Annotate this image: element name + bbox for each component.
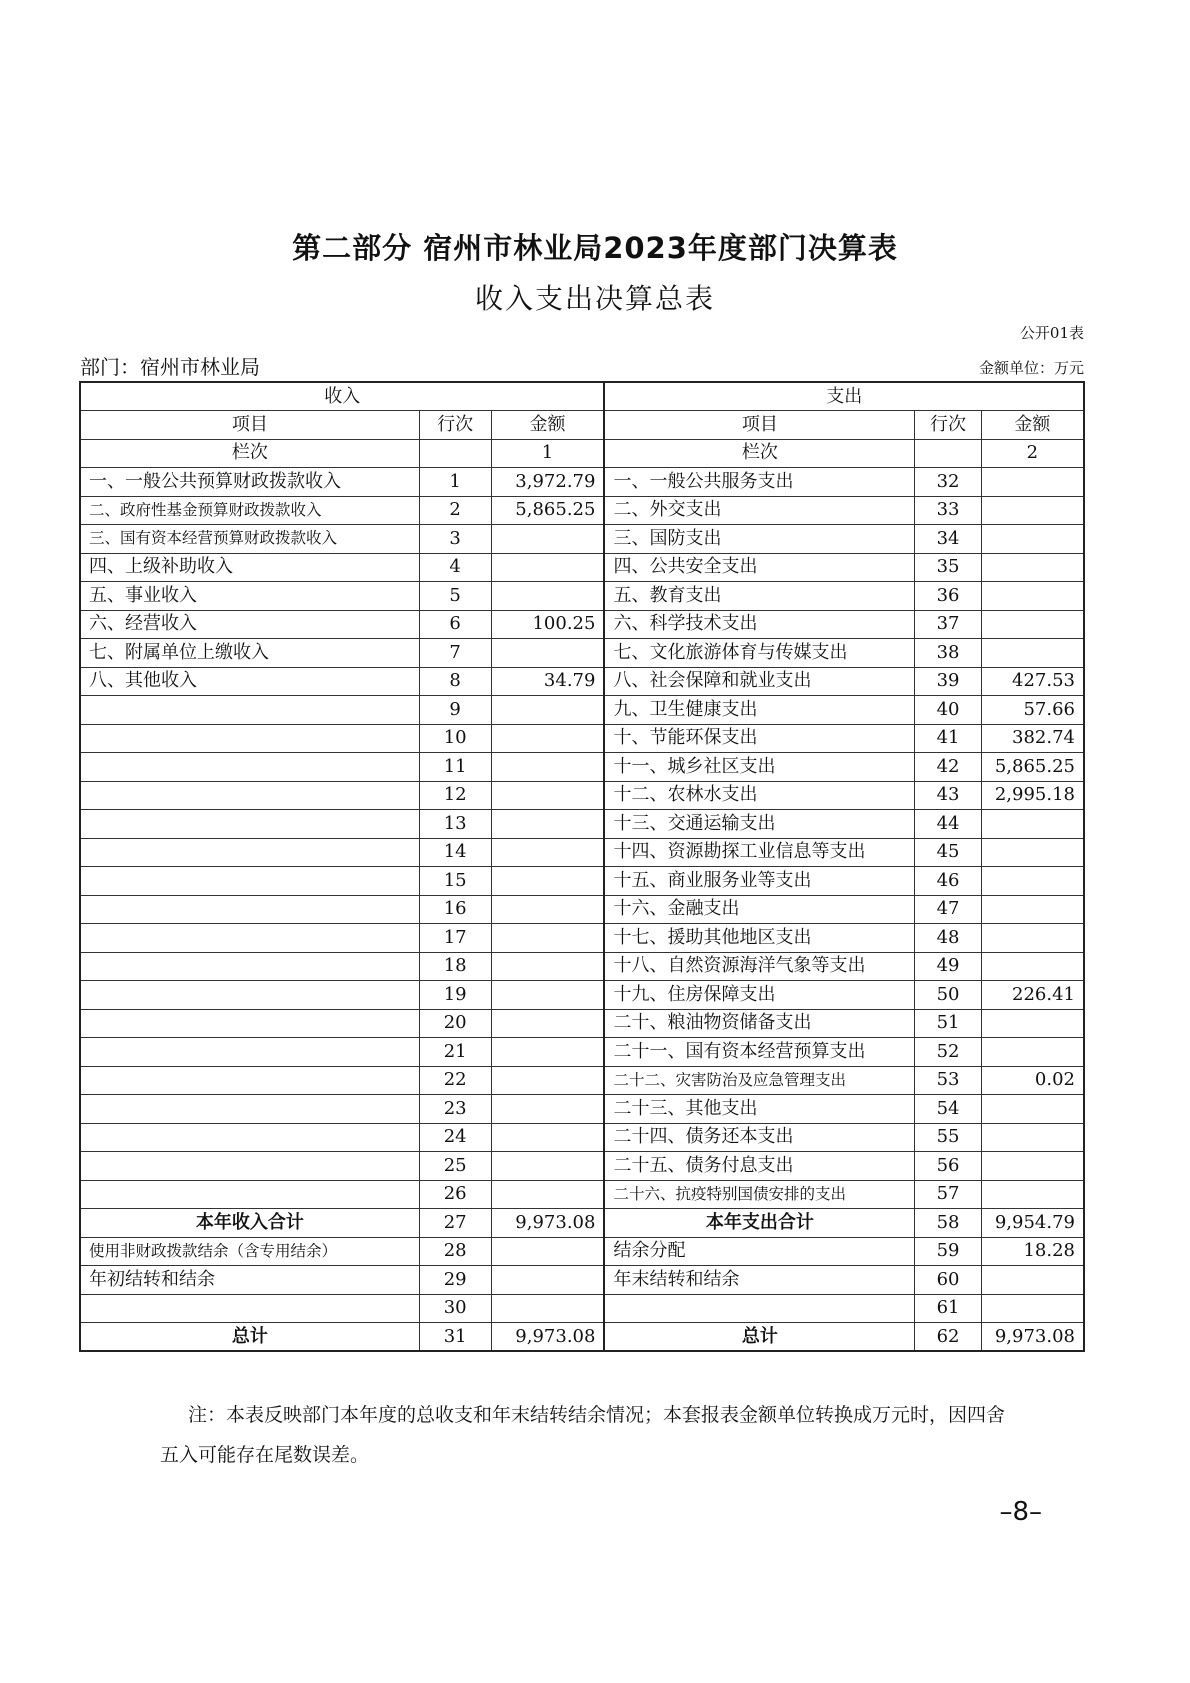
income-item-cell — [80, 924, 419, 953]
income-item-header: 项目 — [80, 411, 419, 440]
income-item-cell — [80, 696, 419, 725]
expense-amount-cell — [981, 895, 1084, 924]
expense-row-no-cell: 55 — [915, 1123, 981, 1152]
expense-row-no-cell: 34 — [915, 525, 981, 554]
expense-item-cell: 十四、资源勘探工业信息等支出 — [604, 838, 914, 867]
expense-amount-cell: 427.53 — [981, 667, 1084, 696]
expense-amount-cell — [981, 838, 1084, 867]
expense-amount-cell — [981, 1009, 1084, 1038]
expense-row-no-cell: 45 — [915, 838, 981, 867]
table-row — [80, 1066, 1084, 1095]
income-row-no-cell: 11 — [419, 753, 491, 782]
expense-row-no-cell: 51 — [915, 1009, 981, 1038]
expense-subtotal-amount: 9,954.79 — [981, 1209, 1084, 1238]
income-item-cell: 六、经营收入 — [80, 610, 419, 639]
income-col-blank — [419, 439, 491, 468]
column-header-row — [80, 411, 1084, 440]
income-amount-cell — [491, 981, 604, 1010]
expense-row-no-cell: 49 — [915, 952, 981, 981]
income-amount-cell — [491, 924, 604, 953]
expense-amount-cell — [981, 1038, 1084, 1067]
table-note-continued: 五入可能存在尾数误差。 — [160, 1444, 370, 1466]
expense-amount-cell — [981, 924, 1084, 953]
income-row-no-cell: 9 — [419, 696, 491, 725]
expense-row-no-cell: 50 — [915, 981, 981, 1010]
total-row — [80, 1323, 1084, 1352]
table-title: 收入支出决算总表 — [474, 282, 715, 315]
table-row — [80, 1123, 1084, 1152]
expense-item-cell: 二十二、灾害防治及应急管理支出 — [604, 1066, 914, 1095]
income-subtotal-amount: 9,973.08 — [491, 1209, 604, 1238]
income-item-cell — [80, 724, 419, 753]
table-note: 注：本表反映部门本年度的总收支和年末结转结余情况；本套报表金额单位转换成万元时，因四舍 — [188, 1404, 1006, 1426]
expense-amount-cell: 382.74 — [981, 724, 1084, 753]
expense-col-label: 栏次 — [604, 439, 914, 468]
expense-amount-cell — [981, 1123, 1084, 1152]
expense-total-no: 62 — [915, 1323, 981, 1352]
table-row — [80, 639, 1084, 668]
table-row — [80, 468, 1084, 497]
expense-row-no-cell: 54 — [915, 1095, 981, 1124]
expense-amount-cell: 57.66 — [981, 696, 1084, 725]
income-amount-cell — [491, 639, 604, 668]
income-item-cell — [80, 867, 419, 896]
expense-row-no-cell: 48 — [915, 924, 981, 953]
income-amount-cell — [491, 781, 604, 810]
income-section-header: 收入 — [80, 382, 604, 411]
income-item-cell — [80, 810, 419, 839]
income-item-cell: 三、国有资本经营预算财政拨款收入 — [80, 525, 419, 554]
income-item-cell — [80, 781, 419, 810]
expense-item-cell: 九、卫生健康支出 — [604, 696, 914, 725]
income-col-index: 1 — [491, 439, 604, 468]
expense-item-cell: 二、外交支出 — [604, 496, 914, 525]
expense-amount-cell — [981, 952, 1084, 981]
expense-item-cell: 六、科学技术支出 — [604, 610, 914, 639]
income-amount-cell — [491, 895, 604, 924]
expense-row-no-cell: 56 — [915, 1152, 981, 1181]
income-item-cell: 年初结转和结余 — [80, 1266, 419, 1295]
income-amount-cell — [491, 553, 604, 582]
expense-amount-cell — [981, 468, 1084, 497]
income-row-no-cell: 26 — [419, 1180, 491, 1209]
income-expense-table — [79, 381, 1085, 1352]
expense-item-cell: 年末结转和结余 — [604, 1266, 914, 1295]
income-amount-cell — [491, 1266, 604, 1295]
table-row — [80, 781, 1084, 810]
expense-col-blank — [915, 439, 981, 468]
expense-total-label: 总计 — [604, 1323, 914, 1352]
income-row-no-cell: 14 — [419, 838, 491, 867]
income-item-cell: 八、其他收入 — [80, 667, 419, 696]
table-row — [80, 525, 1084, 554]
expense-amount-cell: 5,865.25 — [981, 753, 1084, 782]
expense-amount-cell — [981, 639, 1084, 668]
table-row — [80, 1095, 1084, 1124]
expense-row-no-cell: 46 — [915, 867, 981, 896]
income-item-cell: 五、事业收入 — [80, 582, 419, 611]
expense-item-cell: 五、教育支出 — [604, 582, 914, 611]
table-row — [80, 895, 1084, 924]
expense-item-cell: 八、社会保障和就业支出 — [604, 667, 914, 696]
expense-row-no-cell: 44 — [915, 810, 981, 839]
income-item-cell — [80, 981, 419, 1010]
income-total-no: 31 — [419, 1323, 491, 1352]
income-item-cell — [80, 952, 419, 981]
table-row — [80, 496, 1084, 525]
expense-item-cell: 结余分配 — [604, 1237, 914, 1266]
income-item-cell — [80, 895, 419, 924]
income-row-no-cell: 17 — [419, 924, 491, 953]
table-row — [80, 867, 1084, 896]
table-row — [80, 981, 1084, 1010]
expense-row-no-cell: 36 — [915, 582, 981, 611]
expense-item-cell — [604, 1294, 914, 1323]
expense-row-no-header: 行次 — [915, 411, 981, 440]
expense-row-no-cell: 39 — [915, 667, 981, 696]
expense-row-no-cell: 60 — [915, 1266, 981, 1295]
income-item-cell: 四、上级补助收入 — [80, 553, 419, 582]
income-amount-cell: 5,865.25 — [491, 496, 604, 525]
income-row-no-cell: 16 — [419, 895, 491, 924]
table-row — [80, 1266, 1084, 1295]
income-row-no-cell: 5 — [419, 582, 491, 611]
expense-item-cell: 二十六、抗疫特别国债安排的支出 — [604, 1180, 914, 1209]
expense-item-cell: 二十四、债务还本支出 — [604, 1123, 914, 1152]
income-total-amount: 9,973.08 — [491, 1323, 604, 1352]
income-item-cell — [80, 1009, 419, 1038]
expense-total-amount: 9,973.08 — [981, 1323, 1084, 1352]
income-item-cell — [80, 1038, 419, 1067]
expense-amount-cell: 18.28 — [981, 1237, 1084, 1266]
expense-row-no-cell: 41 — [915, 724, 981, 753]
income-amount-header: 金额 — [491, 411, 604, 440]
expense-row-no-cell: 37 — [915, 610, 981, 639]
income-amount-cell: 34.79 — [491, 667, 604, 696]
expense-row-no-cell: 38 — [915, 639, 981, 668]
income-amount-cell — [491, 838, 604, 867]
expense-item-cell: 十七、援助其他地区支出 — [604, 924, 914, 953]
income-subtotal-no: 27 — [419, 1209, 491, 1238]
table-row — [80, 924, 1084, 953]
income-row-no-cell: 10 — [419, 724, 491, 753]
expense-item-header: 项目 — [604, 411, 914, 440]
expense-item-cell: 十六、金融支出 — [604, 895, 914, 924]
table-row — [80, 838, 1084, 867]
table-row — [80, 1152, 1084, 1181]
expense-amount-cell — [981, 553, 1084, 582]
income-row-no-cell: 7 — [419, 639, 491, 668]
expense-item-cell: 二十一、国有资本经营预算支出 — [604, 1038, 914, 1067]
expense-amount-cell: 2,995.18 — [981, 781, 1084, 810]
income-subtotal-label: 本年收入合计 — [80, 1209, 419, 1238]
expense-row-no-cell: 35 — [915, 553, 981, 582]
expense-item-cell: 一、一般公共服务支出 — [604, 468, 914, 497]
expense-item-cell: 十一、城乡社区支出 — [604, 753, 914, 782]
expense-row-no-cell: 43 — [915, 781, 981, 810]
expense-item-cell: 十三、交通运输支出 — [604, 810, 914, 839]
income-amount-cell — [491, 867, 604, 896]
expense-row-no-cell: 33 — [915, 496, 981, 525]
income-item-cell — [80, 1123, 419, 1152]
income-row-no-cell: 15 — [419, 867, 491, 896]
expense-row-no-cell: 57 — [915, 1180, 981, 1209]
income-row-no-cell: 20 — [419, 1009, 491, 1038]
income-item-cell: 一、一般公共预算财政拨款收入 — [80, 468, 419, 497]
income-amount-cell — [491, 1152, 604, 1181]
income-amount-cell — [491, 1180, 604, 1209]
form-number: 公开01表 — [1019, 324, 1084, 342]
expense-row-no-cell: 61 — [915, 1294, 981, 1323]
income-row-no-cell: 29 — [419, 1266, 491, 1295]
table-row — [80, 1180, 1084, 1209]
table-row — [80, 810, 1084, 839]
income-amount-cell — [491, 1009, 604, 1038]
table-row — [80, 1237, 1084, 1266]
income-row-no-cell: 13 — [419, 810, 491, 839]
expense-amount-cell — [981, 582, 1084, 611]
income-item-cell — [80, 1294, 419, 1323]
income-amount-cell: 3,972.79 — [491, 468, 604, 497]
expense-item-cell: 二十五、债务付息支出 — [604, 1152, 914, 1181]
income-amount-cell — [491, 1237, 604, 1266]
expense-row-no-cell: 53 — [915, 1066, 981, 1095]
income-item-cell: 使用非财政拨款结余（含专用结余） — [80, 1237, 419, 1266]
expense-row-no-cell: 52 — [915, 1038, 981, 1067]
income-row-no-cell: 8 — [419, 667, 491, 696]
income-row-no-cell: 25 — [419, 1152, 491, 1181]
expense-item-cell: 十八、自然资源海洋气象等支出 — [604, 952, 914, 981]
expense-item-cell: 十、节能环保支出 — [604, 724, 914, 753]
income-row-no-cell: 19 — [419, 981, 491, 1010]
expense-subtotal-no: 58 — [915, 1209, 981, 1238]
expense-amount-cell: 226.41 — [981, 981, 1084, 1010]
expense-row-no-cell: 40 — [915, 696, 981, 725]
income-row-no-header: 行次 — [419, 411, 491, 440]
expense-item-cell: 二十三、其他支出 — [604, 1095, 914, 1124]
expense-amount-cell — [981, 496, 1084, 525]
expense-amount-cell — [981, 525, 1084, 554]
table-row — [80, 1009, 1084, 1038]
income-item-cell — [80, 1152, 419, 1181]
income-item-cell — [80, 1066, 419, 1095]
table-row — [80, 753, 1084, 782]
income-item-cell — [80, 1180, 419, 1209]
expense-item-cell: 四、公共安全支出 — [604, 553, 914, 582]
expense-item-cell: 十二、农林水支出 — [604, 781, 914, 810]
income-row-no-cell: 1 — [419, 468, 491, 497]
table-row — [80, 724, 1084, 753]
expense-item-cell: 十九、住房保障支出 — [604, 981, 914, 1010]
table-row — [80, 952, 1084, 981]
subtotal-row — [80, 1209, 1084, 1238]
income-row-no-cell: 18 — [419, 952, 491, 981]
expense-amount-cell — [981, 810, 1084, 839]
income-amount-cell — [491, 582, 604, 611]
expense-subtotal-label: 本年支出合计 — [604, 1209, 914, 1238]
table-row — [80, 1294, 1084, 1323]
expense-item-cell: 十五、商业服务业等支出 — [604, 867, 914, 896]
department-label: 部门：宿州市林业局 — [80, 355, 260, 379]
section-header-row — [80, 382, 1084, 411]
page-title: 第二部分 宿州市林业局2023年度部门决算表 — [292, 231, 898, 265]
income-row-no-cell: 30 — [419, 1294, 491, 1323]
income-amount-cell — [491, 1095, 604, 1124]
income-item-cell: 二、政府性基金预算财政拨款收入 — [80, 496, 419, 525]
expense-row-no-cell: 32 — [915, 468, 981, 497]
income-amount-cell — [491, 1038, 604, 1067]
income-amount-cell — [491, 696, 604, 725]
income-row-no-cell: 4 — [419, 553, 491, 582]
table-row — [80, 582, 1084, 611]
income-item-cell: 七、附属单位上缴收入 — [80, 639, 419, 668]
table-row — [80, 1038, 1084, 1067]
income-amount-cell — [491, 952, 604, 981]
expense-item-cell: 二十、粮油物资储备支出 — [604, 1009, 914, 1038]
income-amount-cell — [491, 525, 604, 554]
income-row-no-cell: 21 — [419, 1038, 491, 1067]
expense-row-no-cell: 42 — [915, 753, 981, 782]
table-row — [80, 667, 1084, 696]
expense-section-header: 支出 — [604, 382, 1084, 411]
income-row-no-cell: 6 — [419, 610, 491, 639]
income-row-no-cell: 3 — [419, 525, 491, 554]
expense-amount-cell — [981, 867, 1084, 896]
expense-col-index: 2 — [981, 439, 1084, 468]
income-amount-cell — [491, 724, 604, 753]
expense-row-no-cell: 59 — [915, 1237, 981, 1266]
expense-amount-cell — [981, 1266, 1084, 1295]
income-amount-cell: 100.25 — [491, 610, 604, 639]
income-total-label: 总计 — [80, 1323, 419, 1352]
table-row — [80, 610, 1084, 639]
income-item-cell — [80, 1095, 419, 1124]
income-amount-cell — [491, 1294, 604, 1323]
income-amount-cell — [491, 753, 604, 782]
expense-amount-cell: 0.02 — [981, 1066, 1084, 1095]
income-amount-cell — [491, 1066, 604, 1095]
expense-item-cell: 七、文化旅游体育与传媒支出 — [604, 639, 914, 668]
income-row-no-cell: 23 — [419, 1095, 491, 1124]
expense-amount-cell — [981, 1095, 1084, 1124]
column-index-row — [80, 439, 1084, 468]
expense-amount-cell — [981, 1294, 1084, 1323]
income-amount-cell — [491, 1123, 604, 1152]
income-amount-cell — [491, 810, 604, 839]
table-row — [80, 696, 1084, 725]
income-item-cell — [80, 753, 419, 782]
expense-row-no-cell: 47 — [915, 895, 981, 924]
income-row-no-cell: 12 — [419, 781, 491, 810]
page-number: –8– — [999, 1497, 1042, 1527]
income-row-no-cell: 2 — [419, 496, 491, 525]
income-row-no-cell: 22 — [419, 1066, 491, 1095]
amount-unit-label: 金额单位：万元 — [978, 359, 1084, 377]
expense-amount-cell — [981, 1180, 1084, 1209]
expense-amount-header: 金额 — [981, 411, 1084, 440]
income-row-no-cell: 28 — [419, 1237, 491, 1266]
income-item-cell — [80, 838, 419, 867]
income-row-no-cell: 24 — [419, 1123, 491, 1152]
table-row — [80, 553, 1084, 582]
expense-amount-cell — [981, 1152, 1084, 1181]
income-col-label: 栏次 — [80, 439, 419, 468]
expense-amount-cell — [981, 610, 1084, 639]
expense-item-cell: 三、国防支出 — [604, 525, 914, 554]
